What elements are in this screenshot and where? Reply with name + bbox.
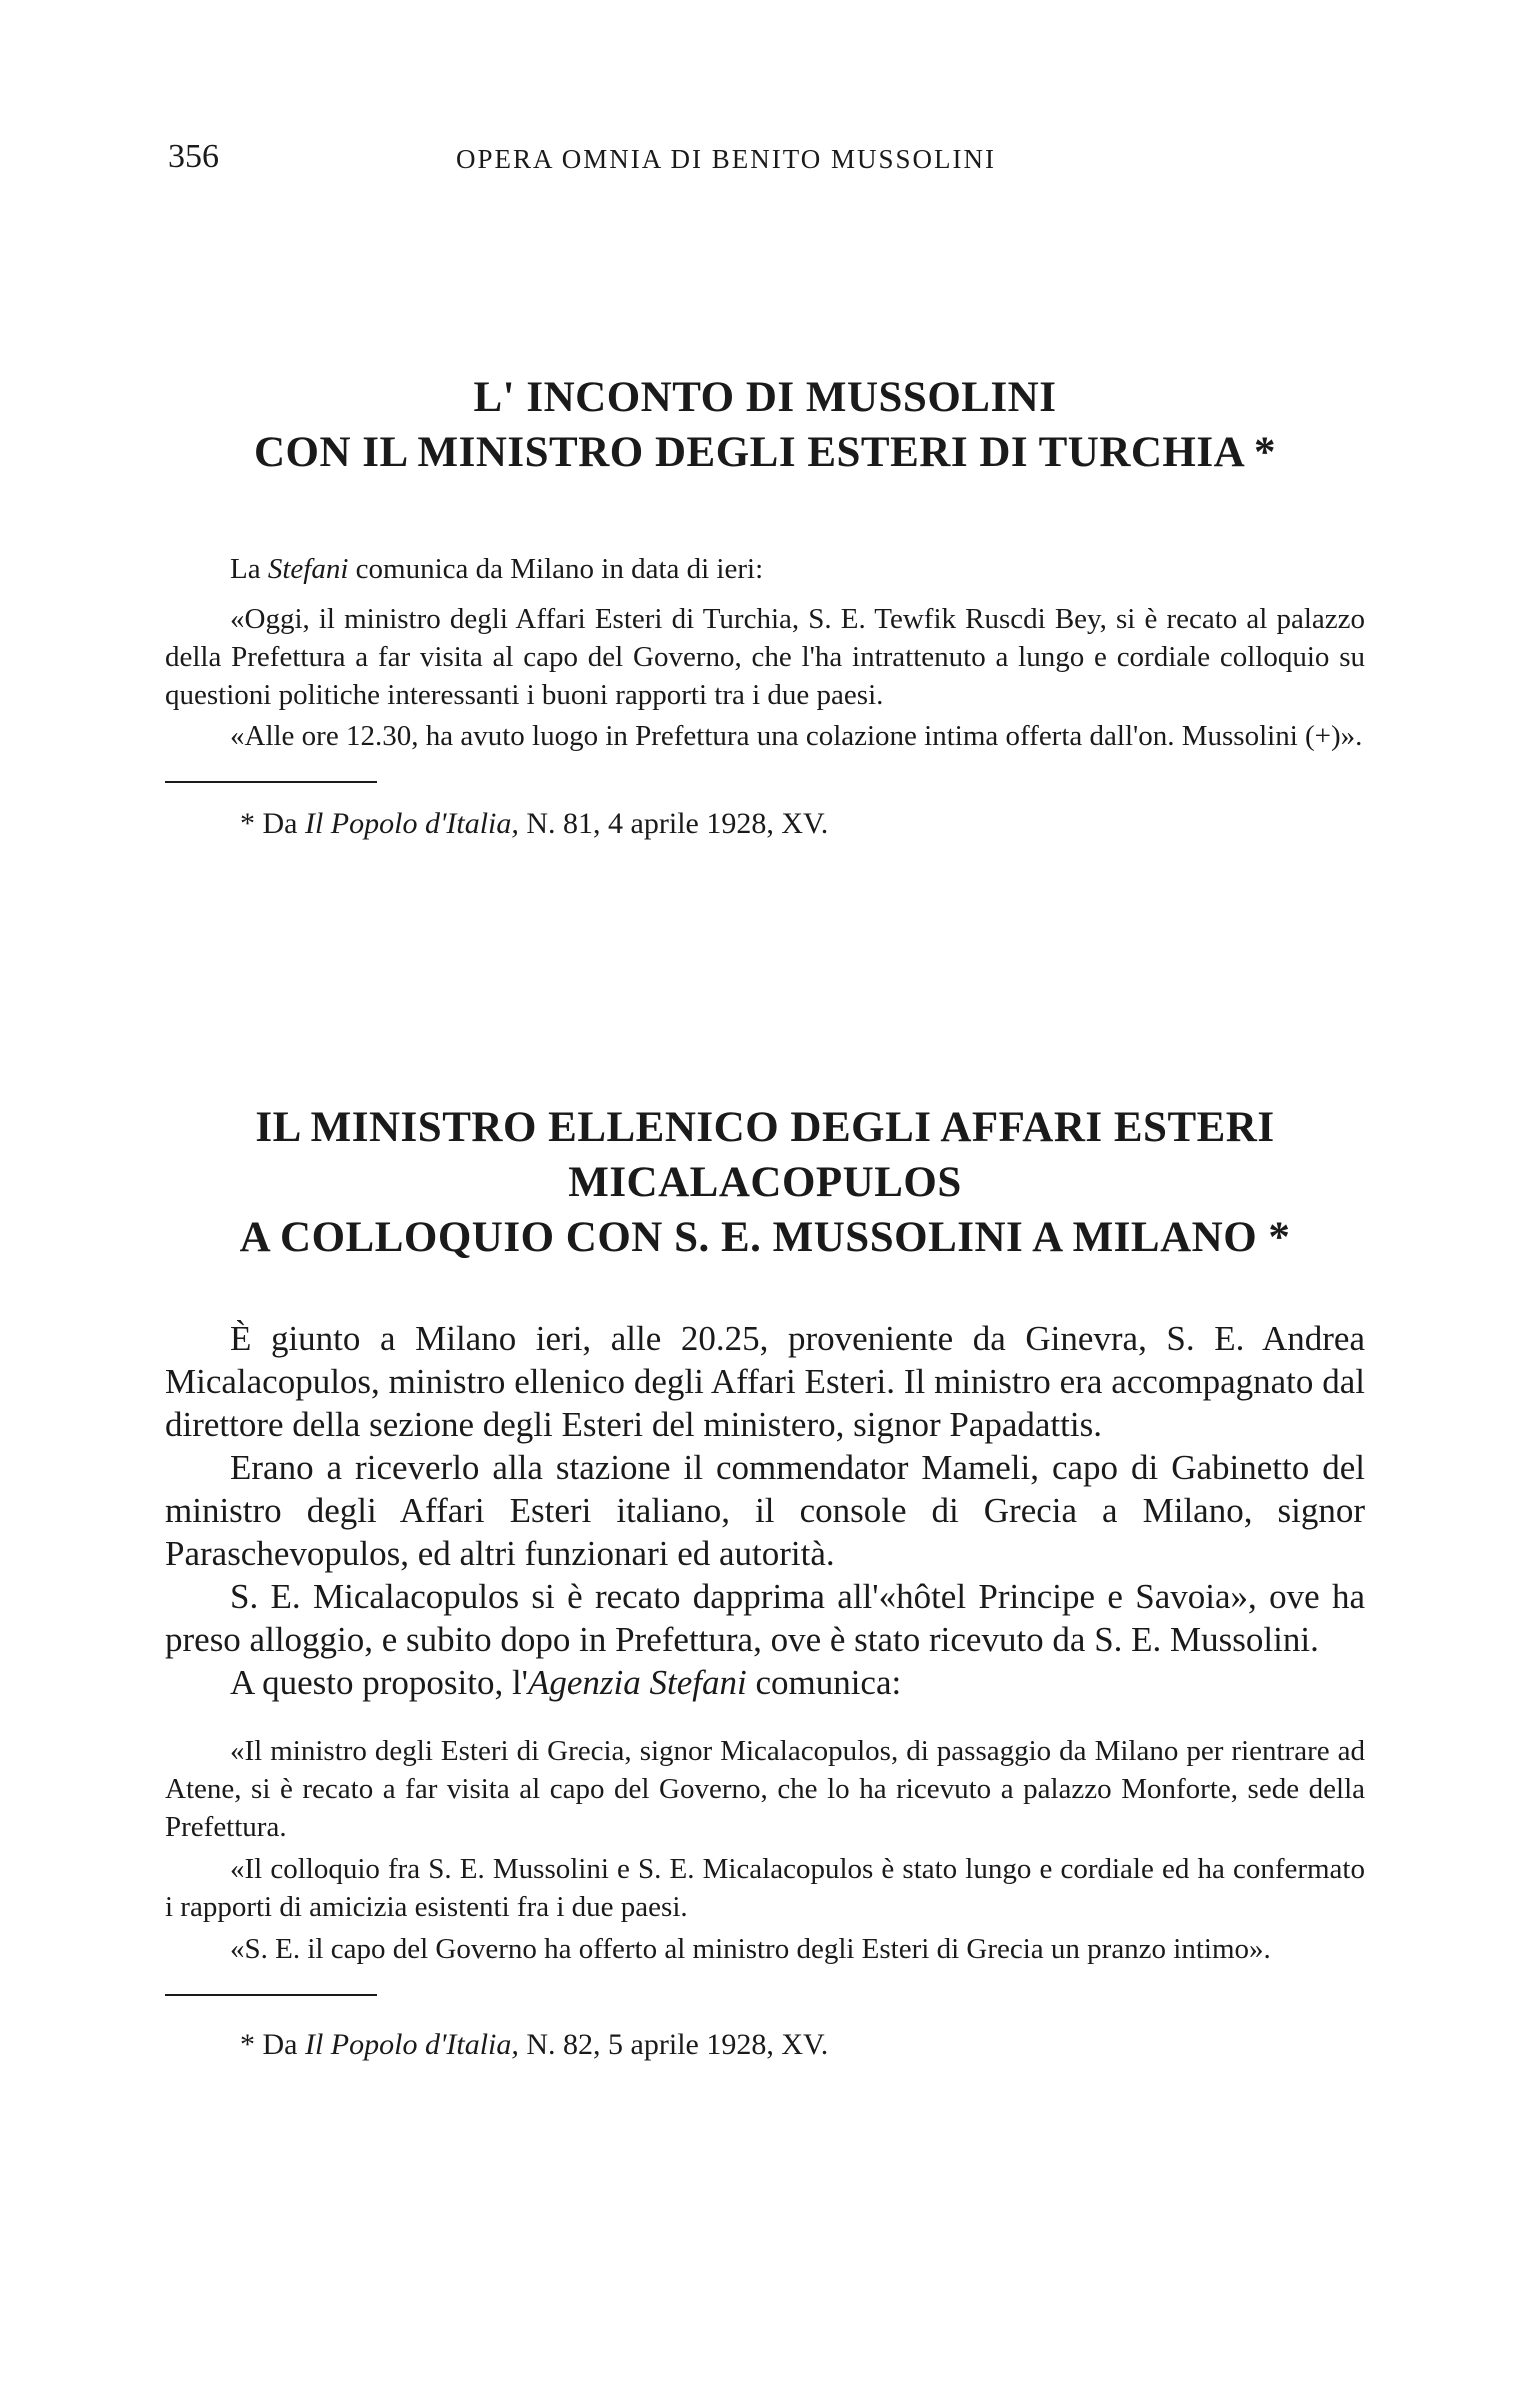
footnote-separator xyxy=(165,1994,377,1996)
body-paragraph: È giunto a Milano ieri, alle 20.25, proveniente da Ginevra, S. E. Andrea Micalacopulos, ministro ellenico degli Affari Esteri. Il ministro era accompagnato dal direttore della sezione degli Esteri del ministero, signor Papadattis. xyxy=(165,1319,1365,1444)
body-paragraph: Erano a riceverlo alla stazione il commendator Mameli, capo di Gabinetto del ministro degli Affari Esteri italiano, il console di Grecia a Milano, signor Paraschevopulos, ed altri funzionari ed autorità. xyxy=(165,1448,1365,1573)
article-turchia xyxy=(165,370,1365,843)
intro-prefix: La xyxy=(230,553,268,585)
paragraph-prefix: A questo proposito, l' xyxy=(230,1663,528,1702)
footnote xyxy=(165,805,1365,843)
body-paragraph: «Oggi, il ministro degli Affari Esteri di Turchia, S. E. Tewfik Ruscdi Bey, si è recato al palazzo della Prefettura a far visita al capo del Governo, che l'ha intrattenuto a lungo e cordiale colloquio su questioni politiche interessanti i buoni rapporti tra i due paesi. xyxy=(165,603,1365,711)
agency-name: Stefani xyxy=(267,553,349,585)
quoted-communique xyxy=(165,1732,1365,1968)
running-head xyxy=(168,138,1378,188)
article-title-line-2: MICALACOPULOS xyxy=(568,1159,962,1206)
footnote-prefix: * Da xyxy=(240,2028,305,2061)
footnote-suffix: N. 81, 4 aprile 1928, XV. xyxy=(518,807,829,840)
body-paragraph: S. E. Micalacopulos si è recato dapprima all'«hôtel Principe e Savoia», ove ha preso alloggio, e subito dopo in Prefettura, ove è stato ricevuto da S. E. Mussolini. xyxy=(165,1577,1365,1659)
article-grecia xyxy=(165,1100,1365,2064)
article-title-line-2: CON IL MINISTRO DEGLI ESTERI DI TURCHIA * xyxy=(253,429,1277,476)
footnote-suffix: N. 82, 5 aprile 1928, XV. xyxy=(518,2028,829,2061)
article-body xyxy=(165,1317,1365,1704)
footnote-source: Il Popolo d'Italia, xyxy=(304,807,519,840)
footnote-separator xyxy=(165,781,377,783)
article-title-line-1: IL MINISTRO ELLENICO DEGLI AFFARI ESTERI xyxy=(255,1104,1275,1151)
article-title xyxy=(165,1100,1365,1265)
paragraph-suffix: comunica: xyxy=(746,1663,902,1702)
page-number: 356 xyxy=(168,138,219,175)
agency-name: Agenzia Stefani xyxy=(527,1663,747,1702)
quote-paragraph: «Il ministro degli Esteri di Grecia, signor Micalacopulos, di passaggio da Milano per rientrare ad Atene, si è recato a far visita al capo del Governo, che lo ha ricevuto a palazzo Monforte, sede della Prefettura. xyxy=(165,1735,1365,1843)
footnote xyxy=(165,2026,1365,2064)
intro-suffix: comunica da Milano in data di ieri: xyxy=(348,553,764,585)
article-title xyxy=(165,370,1365,480)
body-paragraph: «Alle ore 12.30, ha avuto luogo in Prefettura una colazione intima offerta dall'on. Mussolini (+)». xyxy=(230,720,1363,752)
quote-paragraph: «S. E. il capo del Governo ha offerto al ministro degli Esteri di Grecia un pranzo intimo». xyxy=(230,1933,1271,1965)
running-title: OPERA OMNIA DI BENITO MUSSOLINI xyxy=(456,144,997,174)
article-body xyxy=(165,550,1365,755)
footnote-prefix: * Da xyxy=(240,807,305,840)
article-title-line-1: L' INCONTO DI MUSSOLINI xyxy=(473,374,1057,421)
article-title-line-3: A COLLOQUIO CON S. E. MUSSOLINI A MILANO * xyxy=(239,1214,1291,1261)
footnote-source: Il Popolo d'Italia, xyxy=(304,2028,519,2061)
intro-paragraph xyxy=(165,550,1365,588)
quote-paragraph: «Il colloquio fra S. E. Mussolini e S. E. Micalacopulos è stato lungo e cordiale ed ha confermato i rapporti di amicizia esistenti fra i due paesi. xyxy=(165,1853,1365,1923)
body-paragraph xyxy=(165,1661,1365,1704)
